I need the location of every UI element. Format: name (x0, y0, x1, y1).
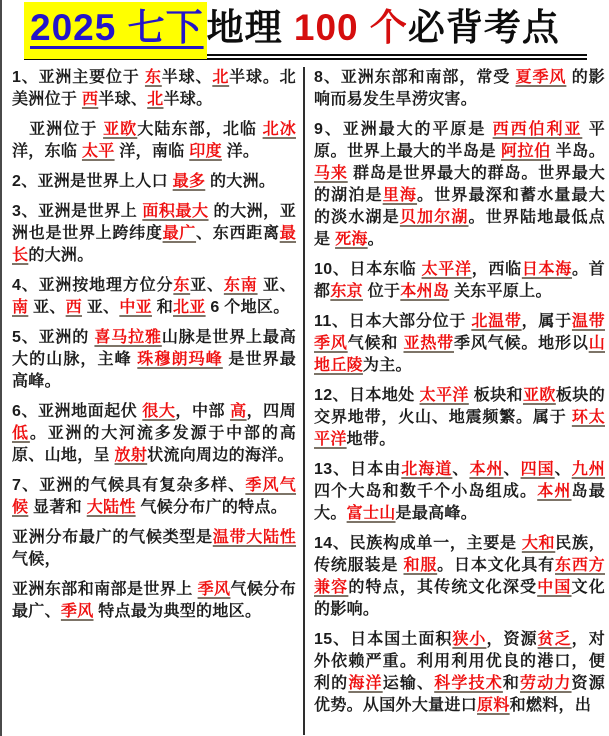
key-term: 环太平洋 (314, 409, 605, 448)
key-term: 北亚 (173, 299, 206, 316)
key-term: 本州 (537, 483, 572, 500)
body-text: 显著和 (28, 499, 87, 516)
body-text: 7、亚洲的气候具有复杂多样、 (12, 477, 246, 494)
body-text: 大陆东部，北临 (137, 121, 263, 138)
body-text: 的影响而易发生旱涝灾害。 (314, 69, 605, 108)
body-text: 、东西距离 (196, 225, 280, 242)
key-term: 富士山 (346, 505, 396, 522)
key-term: 大陆性 (86, 499, 136, 516)
body-text: 和燃料，出 (509, 697, 592, 714)
key-term: 低 (12, 425, 30, 442)
body-text: 是世界最高峰。 (12, 351, 296, 390)
body-text: 半球。北美洲位于 (12, 69, 296, 108)
key-term: 夏季风 (515, 69, 567, 86)
point-paragraph (12, 201, 296, 267)
key-term: 季风气候 (12, 477, 297, 516)
key-term: 日本海 (521, 261, 572, 278)
key-term: 亚热带 (403, 335, 454, 352)
point-paragraph (12, 119, 296, 163)
key-term: 北冰 (262, 121, 296, 138)
body-text: 3、亚洲是世界上 (12, 203, 143, 220)
body-text: 6 个地区。 (205, 299, 290, 316)
key-term: 南 (12, 299, 29, 316)
body-text: 民族，传统服装是 (314, 535, 605, 574)
body-text: 洋，南临 (114, 143, 190, 160)
point-paragraph (314, 67, 605, 111)
key-term: 贝加尔湖 (399, 209, 469, 226)
key-term: 放射 (114, 447, 148, 464)
point-paragraph (12, 579, 296, 623)
key-term: 面积最大 (142, 203, 209, 220)
key-term: 喜马拉雅 (94, 329, 162, 346)
point-paragraph (314, 533, 605, 621)
body-text: ，对外依赖严重。利用利用优良的港口，便利的 (314, 631, 605, 692)
title-segment: 2025 七下 (24, 2, 207, 59)
body-text: 。日本文化具有 (437, 557, 556, 574)
body-text: 、 (452, 461, 470, 478)
key-term: 和服 (403, 557, 438, 574)
key-term: 科学技术 (434, 675, 503, 692)
body-text: 9、亚洲最大的平原是 (314, 121, 493, 138)
point-paragraph (314, 259, 605, 303)
body-text: 气候， (12, 551, 61, 568)
body-text: 的特点，其传统文化深受 (348, 579, 538, 596)
columns-container (2, 67, 609, 735)
key-term: 亚欧 (522, 387, 556, 404)
body-text: ，西临 (471, 261, 522, 278)
key-term: 最长 (12, 225, 297, 264)
body-text: 运输、 (382, 675, 435, 692)
body-text: 、 (554, 461, 572, 478)
point-paragraph (12, 67, 296, 111)
key-term: 山地丘陵 (314, 335, 605, 374)
key-term: 印度 (189, 143, 222, 160)
body-text: 亚、 (28, 299, 66, 316)
key-term: 太平洋 (421, 261, 472, 278)
body-text: 洋，东临 (12, 143, 82, 160)
key-term: 温带大陆性 (212, 529, 297, 546)
key-term: 马来 (314, 165, 348, 182)
body-text: 5、亚洲的 (12, 329, 95, 346)
body-text: 地带。 (346, 431, 396, 448)
body-text: 13、日本由 (314, 461, 402, 478)
body-text: 平原。世界上最大的半岛是 (314, 121, 605, 160)
body-text: 2、亚洲是世界上人口 (12, 173, 173, 190)
body-text: 和 (151, 299, 173, 316)
key-term: 太平 (81, 143, 115, 160)
body-text: 是最高峰。 (395, 505, 478, 522)
title-segment: 必背考点 (407, 7, 560, 48)
body-text: 群岛是世界最大的群岛。世界最大的湖泊是 (314, 165, 606, 204)
body-text: 四个大岛和数千个小岛组成。 (314, 483, 538, 500)
body-text: 。 (367, 231, 384, 248)
body-text: 10、日本东临 (314, 261, 422, 278)
body-text: ，中部 (175, 403, 231, 420)
body-text: 板块的交界地带，火山、地震频繁。属于 (314, 387, 605, 426)
body-text: 15、日本国土面积 (314, 631, 453, 648)
point-paragraph (314, 119, 605, 251)
key-term: 大和 (521, 535, 556, 552)
body-text: 亚洲位于 (12, 121, 104, 138)
body-text: 。首都 (314, 261, 605, 300)
body-text: 亚洲东部和南部是世界上 (12, 581, 198, 598)
key-term: 季风 (60, 603, 94, 620)
key-term: 最多 (172, 173, 206, 190)
body-text: 岛最大。 (314, 483, 605, 522)
body-text: 半球。 (163, 91, 213, 108)
key-term: 西 (81, 91, 99, 108)
body-text: 和 (502, 675, 521, 692)
body-text: 山脉是世界上最高大的山脉，主峰 (12, 329, 297, 368)
key-term: 北 (212, 69, 230, 86)
title-segment: 地理 (206, 7, 283, 48)
point-paragraph (12, 475, 296, 519)
body-text: 1、亚洲主要位于 (12, 69, 145, 86)
key-term: 珠穆朗玛峰 (137, 351, 223, 368)
body-text: 季风气候。地形以 (454, 335, 589, 352)
key-term: 季风 (197, 581, 231, 598)
key-term: 东 (144, 69, 162, 86)
key-term: 死海 (335, 231, 368, 248)
key-term: 北温带 (471, 313, 522, 330)
point-paragraph (12, 527, 296, 571)
body-text: 资源优势。从国外大量进口 (314, 675, 606, 714)
point-paragraph (12, 327, 296, 393)
body-text: 11、日本大部分位于 (314, 313, 472, 330)
body-text: 4、亚洲按地理方位分 (12, 277, 174, 294)
body-text: 6、亚洲地面起伏 (12, 403, 143, 420)
key-term: 东西方兼容 (314, 557, 605, 596)
body-text: ，四周 (246, 403, 297, 420)
body-text: 亚、 (190, 277, 224, 294)
body-text: 状流向周边的海洋。 (147, 447, 294, 464)
body-text: 亚、 (81, 299, 120, 316)
key-term: 本州岛 (400, 283, 450, 300)
key-term: 东南 (223, 277, 258, 294)
point-paragraph (314, 311, 605, 377)
key-term: 高 (230, 403, 247, 420)
key-term: 东京 (330, 283, 363, 300)
key-term: 东 (173, 277, 191, 294)
body-text: 、 (503, 461, 521, 478)
body-text: 半岛。 (550, 143, 605, 160)
key-term: 狭小 (452, 631, 487, 648)
body-text: 的大洲，亚洲也是世界上跨纬度 (12, 203, 297, 242)
body-text: 亚、 (257, 277, 296, 294)
point-paragraph (12, 401, 296, 467)
body-text: 亚洲分布最广的气候类型是 (12, 529, 213, 546)
body-text: 位于 (362, 283, 401, 300)
key-term: 西西伯利亚 (492, 121, 583, 138)
body-text: 板块和 (468, 387, 523, 404)
key-term: 里海 (382, 187, 418, 204)
body-text: ，资源 (486, 631, 538, 648)
page-title (24, 3, 587, 60)
key-term: 中国 (537, 579, 572, 596)
point-paragraph (12, 275, 296, 319)
body-text: 的大洲。 (28, 247, 94, 264)
point-paragraph (314, 629, 605, 717)
body-text: 气候分布最广、 (12, 581, 297, 620)
point-paragraph (314, 459, 605, 525)
body-text: 特点最为典型的地区。 (93, 603, 262, 620)
body-text: 。亚洲的大河流多发源于中部的高原、山地，呈 (12, 425, 297, 464)
key-term: 阿拉伯 (500, 143, 551, 160)
body-text: 关东平原上。 (449, 283, 552, 300)
body-text: ，属于 (521, 313, 572, 330)
key-term: 很大 (142, 403, 176, 420)
body-text: 。世界陆地最低点是 (314, 209, 605, 248)
body-text: 气候和 (347, 335, 404, 352)
key-term: 劳动力 (520, 675, 572, 692)
body-text: 半球、 (161, 69, 213, 86)
key-term: 本州 (469, 461, 504, 478)
point-paragraph (314, 385, 605, 451)
key-term: 海洋 (348, 675, 383, 692)
body-text: 洋。 (221, 143, 260, 160)
key-term: 太平洋 (419, 387, 469, 404)
key-term: 最广 (162, 225, 197, 242)
key-term: 四国 (520, 461, 555, 478)
key-term: 中亚 (119, 299, 152, 316)
right-column (305, 67, 609, 735)
key-term: 贫乏 (537, 631, 572, 648)
body-text: 。世界最深和蓄水量最大的淡水湖是 (314, 187, 605, 226)
body-text: 14、民族构成单一，主要是 (314, 535, 522, 552)
key-term: 西 (65, 299, 82, 316)
key-term: 九州 (571, 461, 606, 478)
body-text: 为主。 (362, 357, 412, 374)
point-paragraph (12, 171, 296, 193)
title-segment: 100 个 (282, 7, 408, 48)
body-text: 气候分布广的特点。 (135, 499, 288, 516)
key-term: 亚欧 (103, 121, 138, 138)
key-term: 北海道 (401, 461, 453, 478)
body-text: 文化的影响。 (314, 579, 605, 618)
key-term: 北 (147, 91, 164, 108)
body-text: 12、日本地处 (314, 387, 420, 404)
left-column (2, 67, 305, 735)
key-term: 温带季风 (314, 313, 605, 352)
body-text: 半球、 (98, 91, 148, 108)
body-text: 8、亚洲东部和南部，常受 (314, 69, 516, 86)
body-text: 的大洲。 (205, 173, 276, 190)
key-term: 原料 (477, 697, 510, 714)
